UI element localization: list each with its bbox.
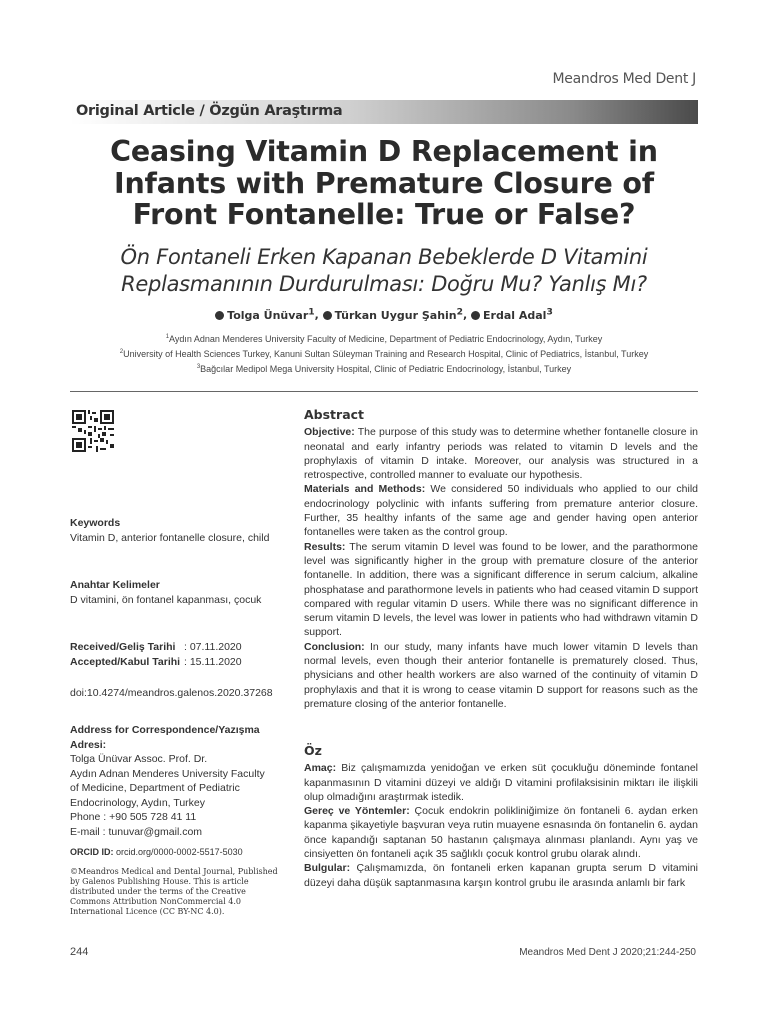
correspondence-phone: Phone : +90 505 728 41 11 [70, 811, 197, 823]
orcid-label: ORCID ID: [70, 847, 114, 857]
abstract-results: Results: The serum vitamin D level was found to be lower, and the parathormone level was significantly higher in the group with premature closure of the anterior fontanelle. In addition, there was a significant difference in serum calcium, alkaline phosphatase and parathormone levels in patients who had ceased vitamin D support compared with regular vitamin D users. While there was no significant difference in serum vitamin D levels, the level was lower in patients who had withdrawn vitamin D support. [304, 540, 698, 639]
received-label: Received/Geliş Tarihi [70, 641, 176, 653]
author[interactable]: Tolga Ünüvar$^1$ [215, 309, 314, 322]
article-type-bar [70, 100, 698, 124]
affiliation: $^1$Aydın Adnan Menderes University Faculty of Medicine, Department of Pediatric Endocrinology, Aydın, Turkey [165, 334, 603, 344]
abstract-section [304, 408, 698, 711]
author-list: Tolga Ünüvar$^1$, Türkan Uygur Şahin$^2$, Erdal Adal$^3$ [80, 306, 688, 322]
oz-amac: Amaç: Biz çalışmamızda yenidoğan ve erken süt çocukluğu döneminde fontanel kapanmasının D vitamini düzeyi ve aldığı D vitamini profilaksisinin miktarı ile ilişkili olup olmadığını araştırmak istedik. [304, 762, 698, 803]
page-number: 244 [70, 946, 89, 958]
orcid-link[interactable]: orcid.org/0000-0002-5517-5030 [116, 847, 243, 857]
author[interactable]: Erdal Adal$^3$ [471, 309, 553, 322]
received-value: : 07.11.2020 [184, 641, 242, 653]
copyright-notice: ©Meandros Medical and Dental Journal, Published by Galenos Publishing House. This is article distributed under the terms of the Creative Commons Attribution NonCommercial 4.0 International Licence (CC BY-NC 4.0). [70, 867, 278, 916]
correspondence-line: Tolga Ünüvar Assoc. Prof. Dr. [70, 753, 208, 765]
affiliation: $^3$Bağcılar Medipol Mega University Hospital, Clinic of Pediatric Endocrinology, İstanbul, Turkey [196, 364, 572, 374]
oz-bulgular: Bulgular: Çalışmamızda, ön fontaneli erken kapanan grupta serum D vitamini düzeyi daha düşük saptanmasına karşın kontrol grubu ile arasında anlamlı bir fark [304, 862, 698, 889]
correspondence-line: Endocrinology, Aydın, Turkey [70, 796, 206, 809]
author[interactable]: Türkan Uygur Şahin$^2$ [323, 309, 463, 322]
abstract-conclusion: Conclusion: In our study, many infants have much lower vitamin D levels than normal levels, even though their anterior fontanelle is prematurely closed. Thus, physicians and other health workers are also warned of the continuity of vitamin D prophylaxis and that it is wrong to cease vitamin D support for reasons such as the premature closing of the anterior fontanelle. [304, 640, 698, 710]
article-title: Ceasing Vitamin D Replacement in Infants with Premature Closure of Front Fontanelle: True or False? [110, 135, 658, 231]
orcid-icon[interactable] [471, 311, 480, 320]
qr-code-icon[interactable] [72, 410, 114, 452]
anahtar-text: D vitamini, ön fontanel kapanması, çocuk [70, 593, 262, 606]
accepted-label: Accepted/Kabul Tarihi [70, 655, 181, 668]
oz-section [304, 744, 698, 890]
doi[interactable]: doi:10.4274/meandros.galenos.2020.37268 [70, 687, 273, 699]
anahtar-block [70, 578, 285, 607]
keywords-heading: Keywords [70, 517, 121, 529]
oz-heading: Öz [304, 743, 322, 758]
accepted-value: : 15.11.2020 [184, 655, 242, 668]
oz-gerec: Gereç ve Yöntemler: Çocuk endokrin polikliniğimize ön fontaneli 6. aydan erken kapanma şikayetiyle başvuran veya rutin muayene esnasında ön fontanelin 6. aydan önce kapandığı saptanan 50 hastanın çalışmaya alınması planlandı. Aynı yaş ve cinsiyetten ön fontaneli açık 35 sağlıklı çocuk kontrol grubu olarak alındı. [304, 805, 698, 861]
keywords-text: Vitamin D, anterior fontanelle closure, child [70, 531, 270, 544]
abstract-heading: Abstract [304, 407, 365, 422]
journal-header: Meandros Med Dent J [552, 71, 696, 87]
dates-block [70, 640, 285, 669]
orcid-icon[interactable] [323, 311, 332, 320]
correspondence-email[interactable]: E-mail : tunuvar@gmail.com [70, 825, 203, 838]
article-type: Original Article / Özgün Araştırma [76, 103, 343, 119]
correspondence-heading: Address for Correspondence/Yazışma Adresi: [70, 724, 260, 751]
correspondence-line: of Medicine, Department of Pediatric [70, 782, 240, 794]
anahtar-heading: Anahtar Kelimeler [70, 579, 160, 591]
article-subtitle: Ön Fontaneli Erken Kapanan Bebeklerde D Vitamini Replasmanının Durdurulması: Doğru Mu? Yanlış Mı? [120, 245, 648, 296]
citation-footer: Meandros Med Dent J 2020;21:244-250 [519, 947, 696, 958]
abstract-methods: Materials and Methods: We considered 50 individuals who applied to our child endocrinology polyclinic with infants suffering from premature anterior closure. Further, 35 healthy infants of the same age and gender having open anterior fontanelles were taken as the control group. [304, 483, 698, 539]
orcid-icon[interactable] [215, 311, 224, 320]
correspondence-line: Aydın Adnan Menderes University Faculty [70, 767, 265, 780]
divider [70, 391, 698, 392]
abstract-objective: Objective: The purpose of this study was to determine whether fontanelle closure in neonatal and early infantry periods was related to vitamin D levels and the prophylaxis of vitamin D intake. Moreover, our analysis was structured in a retrospective, controlled manner to evaluate our hypothesis. [304, 426, 698, 482]
keywords-block [70, 516, 285, 545]
affiliation: $^2$University of Health Sciences Turkey, Kanuni Sultan Süleyman Training and Research Hospital, Clinic of Pediatrics, İstanbul, Turkey [119, 349, 649, 359]
correspondence-block [70, 723, 285, 860]
